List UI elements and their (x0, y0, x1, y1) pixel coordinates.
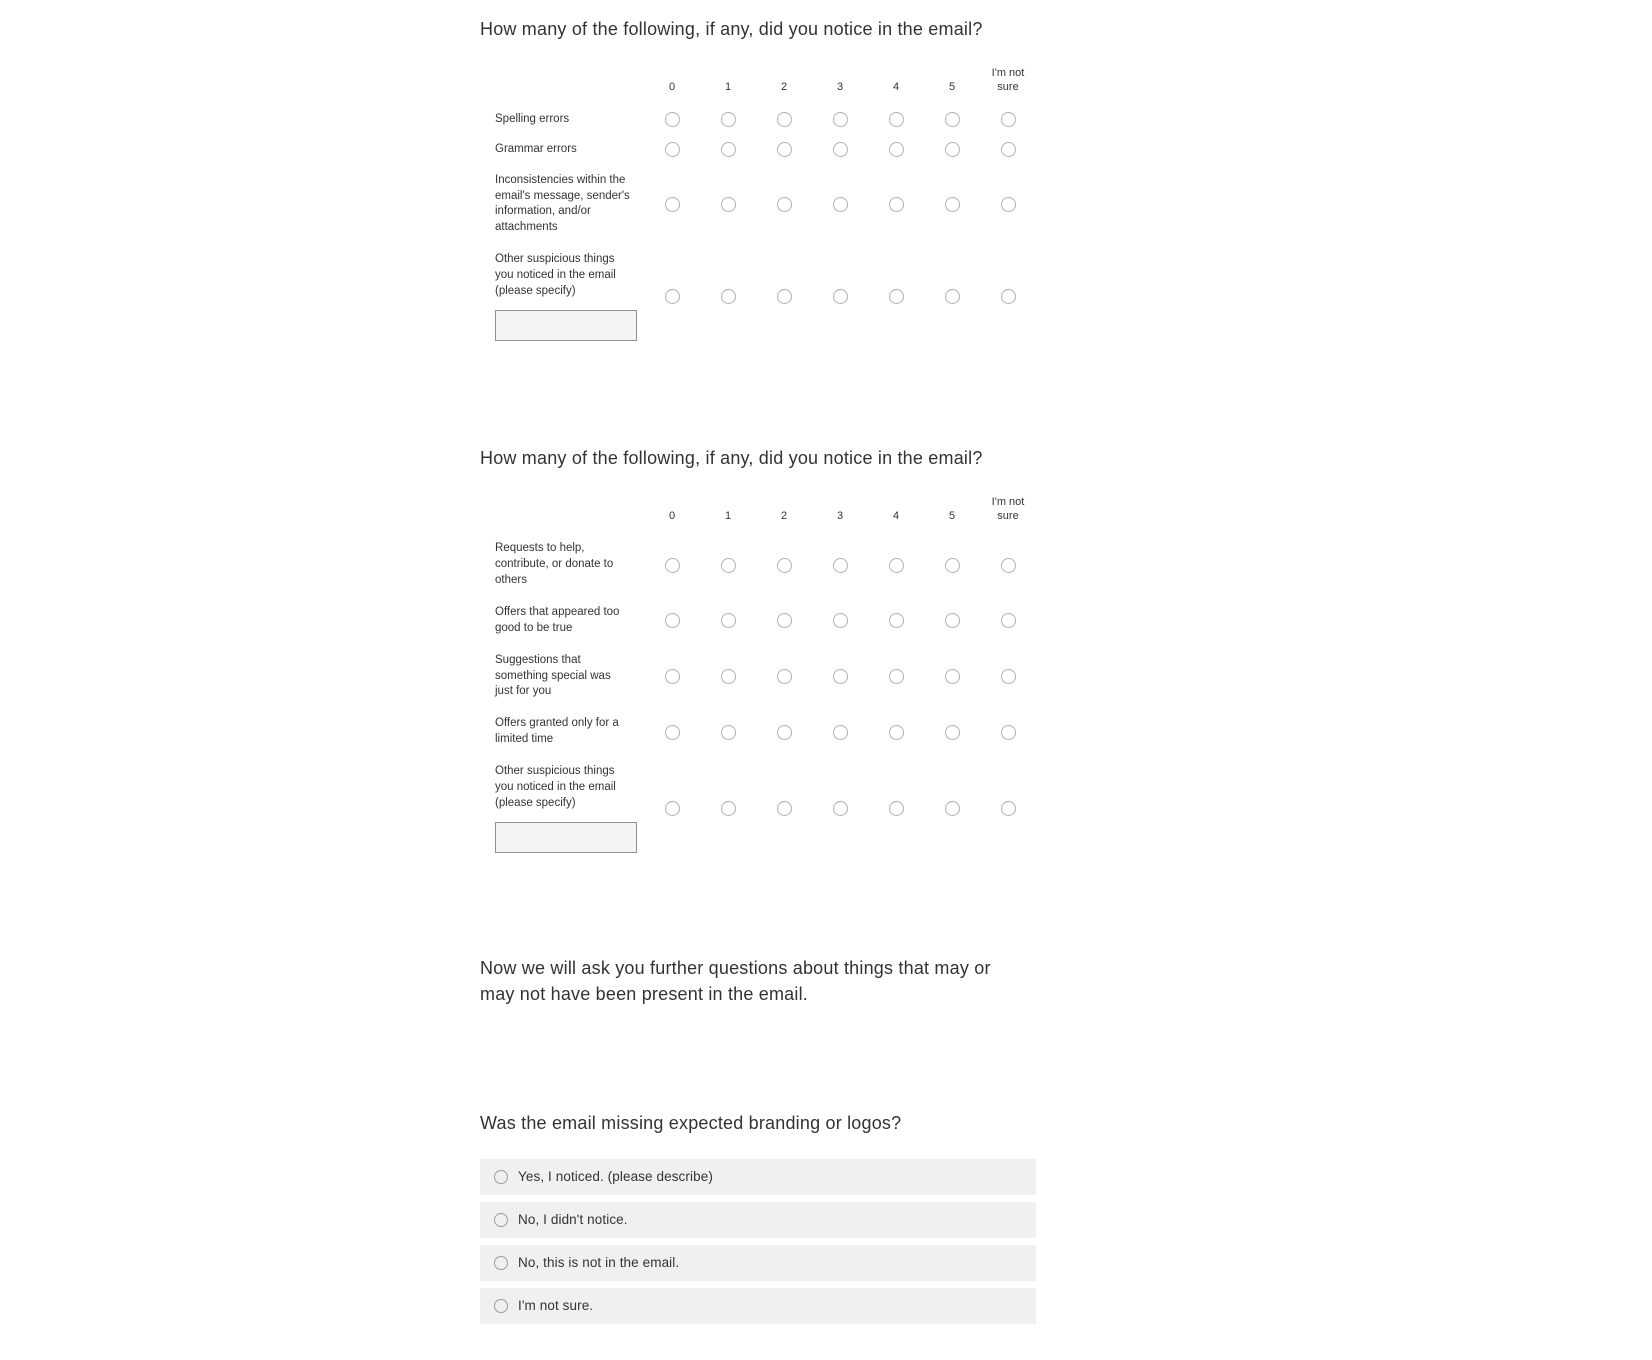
branding-question (480, 1110, 1036, 1324)
option-label: Yes, I noticed. (please describe) (518, 1169, 713, 1185)
radio-button[interactable] (665, 801, 680, 816)
column-header: 0 (668, 81, 676, 94)
answer-option[interactable] (480, 1202, 1036, 1238)
radio-button[interactable] (1001, 801, 1016, 816)
column-header: I'm not sure (991, 67, 1025, 94)
radio-button[interactable] (945, 289, 960, 304)
radio-button[interactable] (494, 1299, 508, 1313)
radio-button[interactable] (945, 142, 960, 157)
row-label: Offers granted only for a limited time (495, 717, 619, 746)
radio-button[interactable] (665, 613, 680, 628)
radio-button[interactable] (777, 801, 792, 816)
row-label: Offers that appeared too good to be true (495, 605, 620, 634)
row-label: Requests to help, contribute, or donate to others (495, 542, 614, 587)
radio-button[interactable] (945, 725, 960, 740)
radio-button[interactable] (889, 197, 904, 212)
radio-button[interactable] (833, 558, 848, 573)
matrix-row (480, 135, 1036, 165)
radio-button[interactable] (1001, 725, 1016, 740)
radio-button[interactable] (665, 142, 680, 157)
radio-button[interactable] (665, 289, 680, 304)
radio-button[interactable] (665, 112, 680, 127)
row-label: Other suspicious things you noticed in the email (please specify) (495, 253, 616, 297)
option-label: I'm not sure. (518, 1298, 594, 1314)
other-specify-input[interactable] (495, 822, 637, 853)
radio-button[interactable] (1001, 669, 1016, 684)
row-label: Spelling errors (495, 112, 570, 125)
column-header: 3 (836, 81, 844, 94)
radio-button[interactable] (1001, 558, 1016, 573)
radio-button[interactable] (494, 1256, 508, 1270)
radio-button[interactable] (721, 801, 736, 816)
radio-button[interactable] (665, 725, 680, 740)
matrix-question-2 (480, 445, 1036, 861)
column-header: 3 (836, 510, 844, 523)
column-header: 4 (892, 510, 900, 523)
radio-button[interactable] (833, 142, 848, 157)
matrix-row (480, 105, 1036, 135)
matrix-header-row (480, 66, 1036, 105)
radio-button[interactable] (889, 801, 904, 816)
question-title: Was the email missing expected branding or logos? (480, 1112, 902, 1133)
radio-button[interactable] (833, 613, 848, 628)
matrix-row (480, 708, 1036, 756)
radio-button[interactable] (889, 725, 904, 740)
radio-button[interactable] (945, 558, 960, 573)
radio-button[interactable] (833, 197, 848, 212)
answer-option[interactable] (480, 1288, 1036, 1324)
radio-button[interactable] (833, 112, 848, 127)
row-label: Inconsistencies within the email's message, sender's information, and/or attachments (495, 173, 630, 234)
answer-option[interactable] (480, 1159, 1036, 1195)
radio-button[interactable] (721, 197, 736, 212)
radio-button[interactable] (721, 558, 736, 573)
column-header: I'm not sure (991, 495, 1025, 523)
matrix-row-other (480, 756, 1036, 861)
radio-button[interactable] (945, 112, 960, 127)
radio-button[interactable] (494, 1170, 508, 1184)
matrix-row-other (480, 244, 1036, 349)
radio-button[interactable] (1001, 142, 1016, 157)
other-specify-input[interactable] (495, 310, 637, 341)
radio-button[interactable] (889, 289, 904, 304)
interlude-text: Now we will ask you further questions about things that may or may not have been present in the email. (480, 957, 991, 1005)
survey-page (480, 0, 1036, 1331)
radio-button[interactable] (945, 669, 960, 684)
radio-button[interactable] (945, 613, 960, 628)
radio-button[interactable] (833, 669, 848, 684)
column-header: 4 (892, 81, 900, 94)
radio-button[interactable] (1001, 289, 1016, 304)
radio-button[interactable] (721, 142, 736, 157)
radio-button[interactable] (665, 558, 680, 573)
matrix-grid (480, 495, 1036, 861)
matrix-row (480, 645, 1036, 709)
matrix-row (480, 533, 1036, 597)
radio-button[interactable] (721, 289, 736, 304)
option-label: No, this is not in the email. (518, 1255, 680, 1271)
radio-button[interactable] (777, 112, 792, 127)
radio-button[interactable] (1001, 197, 1016, 212)
matrix-grid (480, 66, 1036, 349)
radio-button[interactable] (945, 801, 960, 816)
radio-button[interactable] (945, 197, 960, 212)
column-header: 2 (780, 81, 788, 94)
question-title: How many of the following, if any, did you notice in the email? (480, 447, 983, 468)
radio-button[interactable] (889, 558, 904, 573)
matrix-row (480, 597, 1036, 645)
answer-options (480, 1159, 1036, 1324)
column-header: 1 (724, 510, 732, 523)
radio-button[interactable] (665, 669, 680, 684)
radio-button[interactable] (833, 289, 848, 304)
row-label-cell (480, 252, 644, 341)
matrix-row (480, 165, 1036, 244)
radio-button[interactable] (721, 725, 736, 740)
answer-option[interactable] (480, 1245, 1036, 1281)
radio-button[interactable] (889, 142, 904, 157)
column-header: 0 (668, 510, 676, 523)
radio-button[interactable] (889, 669, 904, 684)
radio-button[interactable] (1001, 112, 1016, 127)
radio-button[interactable] (777, 725, 792, 740)
matrix-header-row (480, 495, 1036, 534)
option-label: No, I didn't notice. (518, 1212, 628, 1228)
radio-button[interactable] (833, 801, 848, 816)
row-label: Suggestions that something special was just for you (495, 653, 611, 698)
radio-button[interactable] (721, 112, 736, 127)
question-title: How many of the following, if any, did you notice in the email? (480, 19, 983, 39)
column-header: 2 (780, 510, 788, 523)
radio-button[interactable] (721, 613, 736, 628)
radio-button[interactable] (777, 142, 792, 157)
radio-button[interactable] (1001, 613, 1016, 628)
radio-button[interactable] (889, 613, 904, 628)
radio-button[interactable] (777, 558, 792, 573)
row-label: Other suspicious things you noticed in the email (please specify) (495, 764, 616, 809)
radio-button[interactable] (494, 1213, 508, 1227)
radio-button[interactable] (721, 669, 736, 684)
matrix-question-1 (480, 16, 1036, 349)
row-label-cell (480, 764, 644, 853)
radio-button[interactable] (777, 197, 792, 212)
radio-button[interactable] (665, 197, 680, 212)
column-header: 1 (724, 81, 732, 94)
radio-button[interactable] (833, 725, 848, 740)
radio-button[interactable] (777, 289, 792, 304)
radio-button[interactable] (889, 112, 904, 127)
column-header: 5 (948, 81, 956, 94)
row-label: Grammar errors (495, 142, 577, 155)
radio-button[interactable] (777, 613, 792, 628)
column-header: 5 (948, 510, 956, 523)
radio-button[interactable] (777, 669, 792, 684)
